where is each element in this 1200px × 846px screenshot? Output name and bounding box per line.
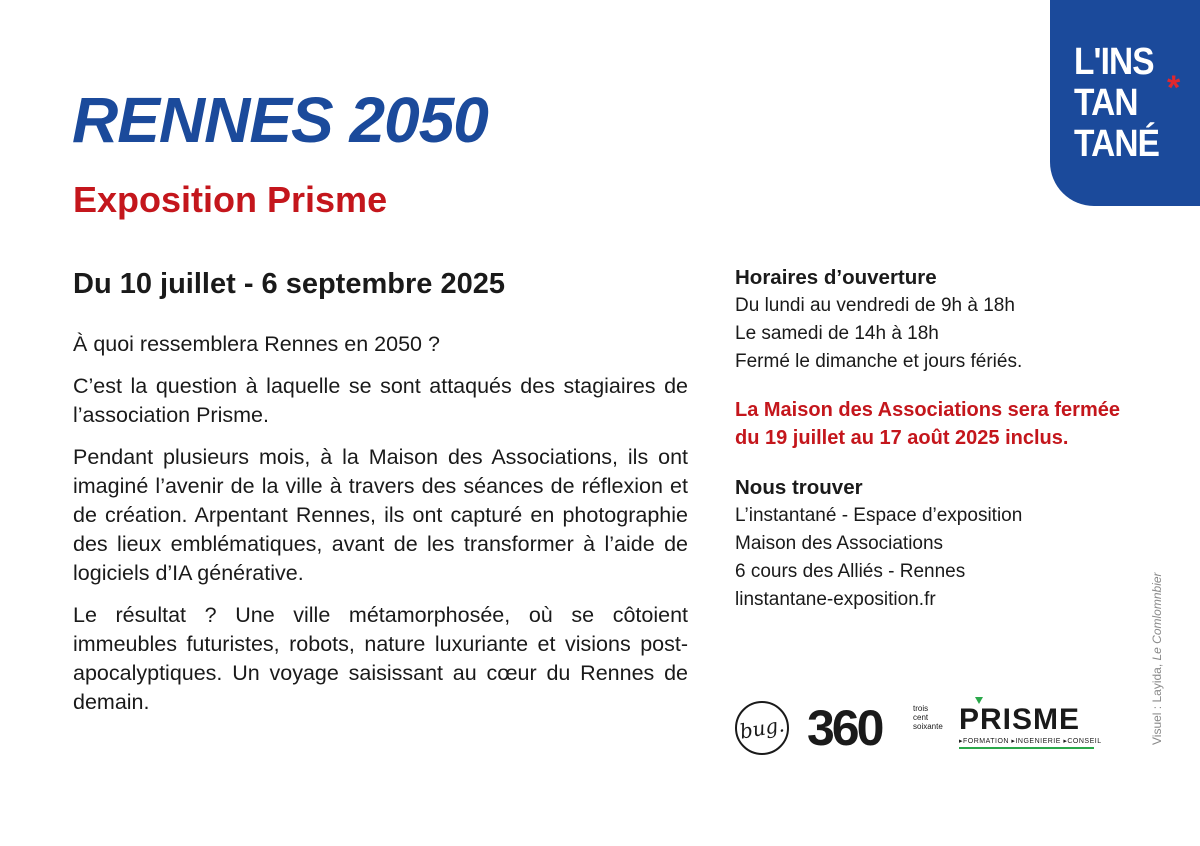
linstantane-logo: [1050, 0, 1200, 206]
three-sixty-caption: [913, 704, 943, 731]
logo-wordmark: [1074, 42, 1159, 165]
credit-prefix: Visuel : Layida,: [1150, 660, 1164, 745]
paragraph-intro: C’est la question à laquelle se sont attaqués des stagiaires de l’association Prisme.: [73, 374, 688, 427]
three-sixty-logo: [807, 702, 947, 754]
asterisk-icon: *: [1167, 69, 1181, 107]
three-sixty-mark: 360: [807, 700, 882, 756]
hours-line: Fermé le dimanche et jours fériés.: [735, 351, 1023, 372]
partner-logos: [735, 700, 1102, 760]
three-sixty-caption-line: trois: [913, 704, 929, 713]
logo-line-1: L'INS: [1074, 41, 1154, 83]
hours-line: Le samedi de 14h à 18h: [735, 323, 939, 344]
location-heading: Nous trouver: [735, 476, 863, 499]
page-title: RENNES 2050: [72, 84, 488, 156]
location-line: L’instantané - Espace d’exposition: [735, 505, 1023, 526]
info-column: [735, 264, 1135, 614]
prisme-tagline: ▸FORMATION ▸INGENIERIE ▸CONSEIL: [959, 737, 1094, 749]
paragraph-question: À quoi ressemblera Rennes en 2050 ?: [73, 332, 440, 356]
logo-line-3: TANÉ: [1074, 123, 1160, 165]
image-credit: [1150, 572, 1164, 745]
triangle-icon: [975, 697, 983, 704]
closure-notice: La Maison des Associations sera fermée du 19 juillet au 17 août 2025 inclus.: [735, 399, 1120, 449]
page-subtitle: Exposition Prisme: [73, 179, 388, 220]
location-line: Maison des Associations: [735, 533, 944, 554]
hours-heading: Horaires d’ouverture: [735, 266, 937, 289]
exhibition-dates: Du 10 juillet - 6 septembre 2025: [73, 268, 505, 300]
paragraph-process: Pendant plusieurs mois, à la Maison des Associations, ils ont imaginé l’avenir de la ville à travers des séances de réflexion et de création. Arpentant Rennes, ils ont capturé en photographie des lieux emblématiques, avant de les transformer à l’aide de logiciels d’IA générative.: [73, 445, 688, 585]
three-sixty-caption-line: cent: [913, 713, 929, 722]
bug-logo: [735, 701, 789, 755]
hours-line: Du lundi au vendredi de 9h à 18h: [735, 295, 1015, 316]
bug-logo-text: bug.: [737, 712, 787, 744]
description: [73, 330, 688, 730]
website-link[interactable]: linstantane-exposition.fr: [735, 589, 936, 610]
location-line: 6 cours des Alliés - Rennes: [735, 561, 966, 582]
prisme-wordmark: PRISME: [959, 703, 1081, 736]
logo-line-2: TAN: [1074, 82, 1138, 124]
paragraph-result: Le résultat ? Une ville métamorphosée, où se côtoient immeubles futuristes, robots, nature luxuriante et visions post-apocalyptiques. Un voyage saisissant au cœur du Rennes de demain.: [73, 603, 688, 714]
credit-work: Le Comlomnbier: [1150, 572, 1164, 661]
prisme-logo: [959, 703, 1102, 752]
three-sixty-caption-line: soixante: [913, 722, 943, 731]
